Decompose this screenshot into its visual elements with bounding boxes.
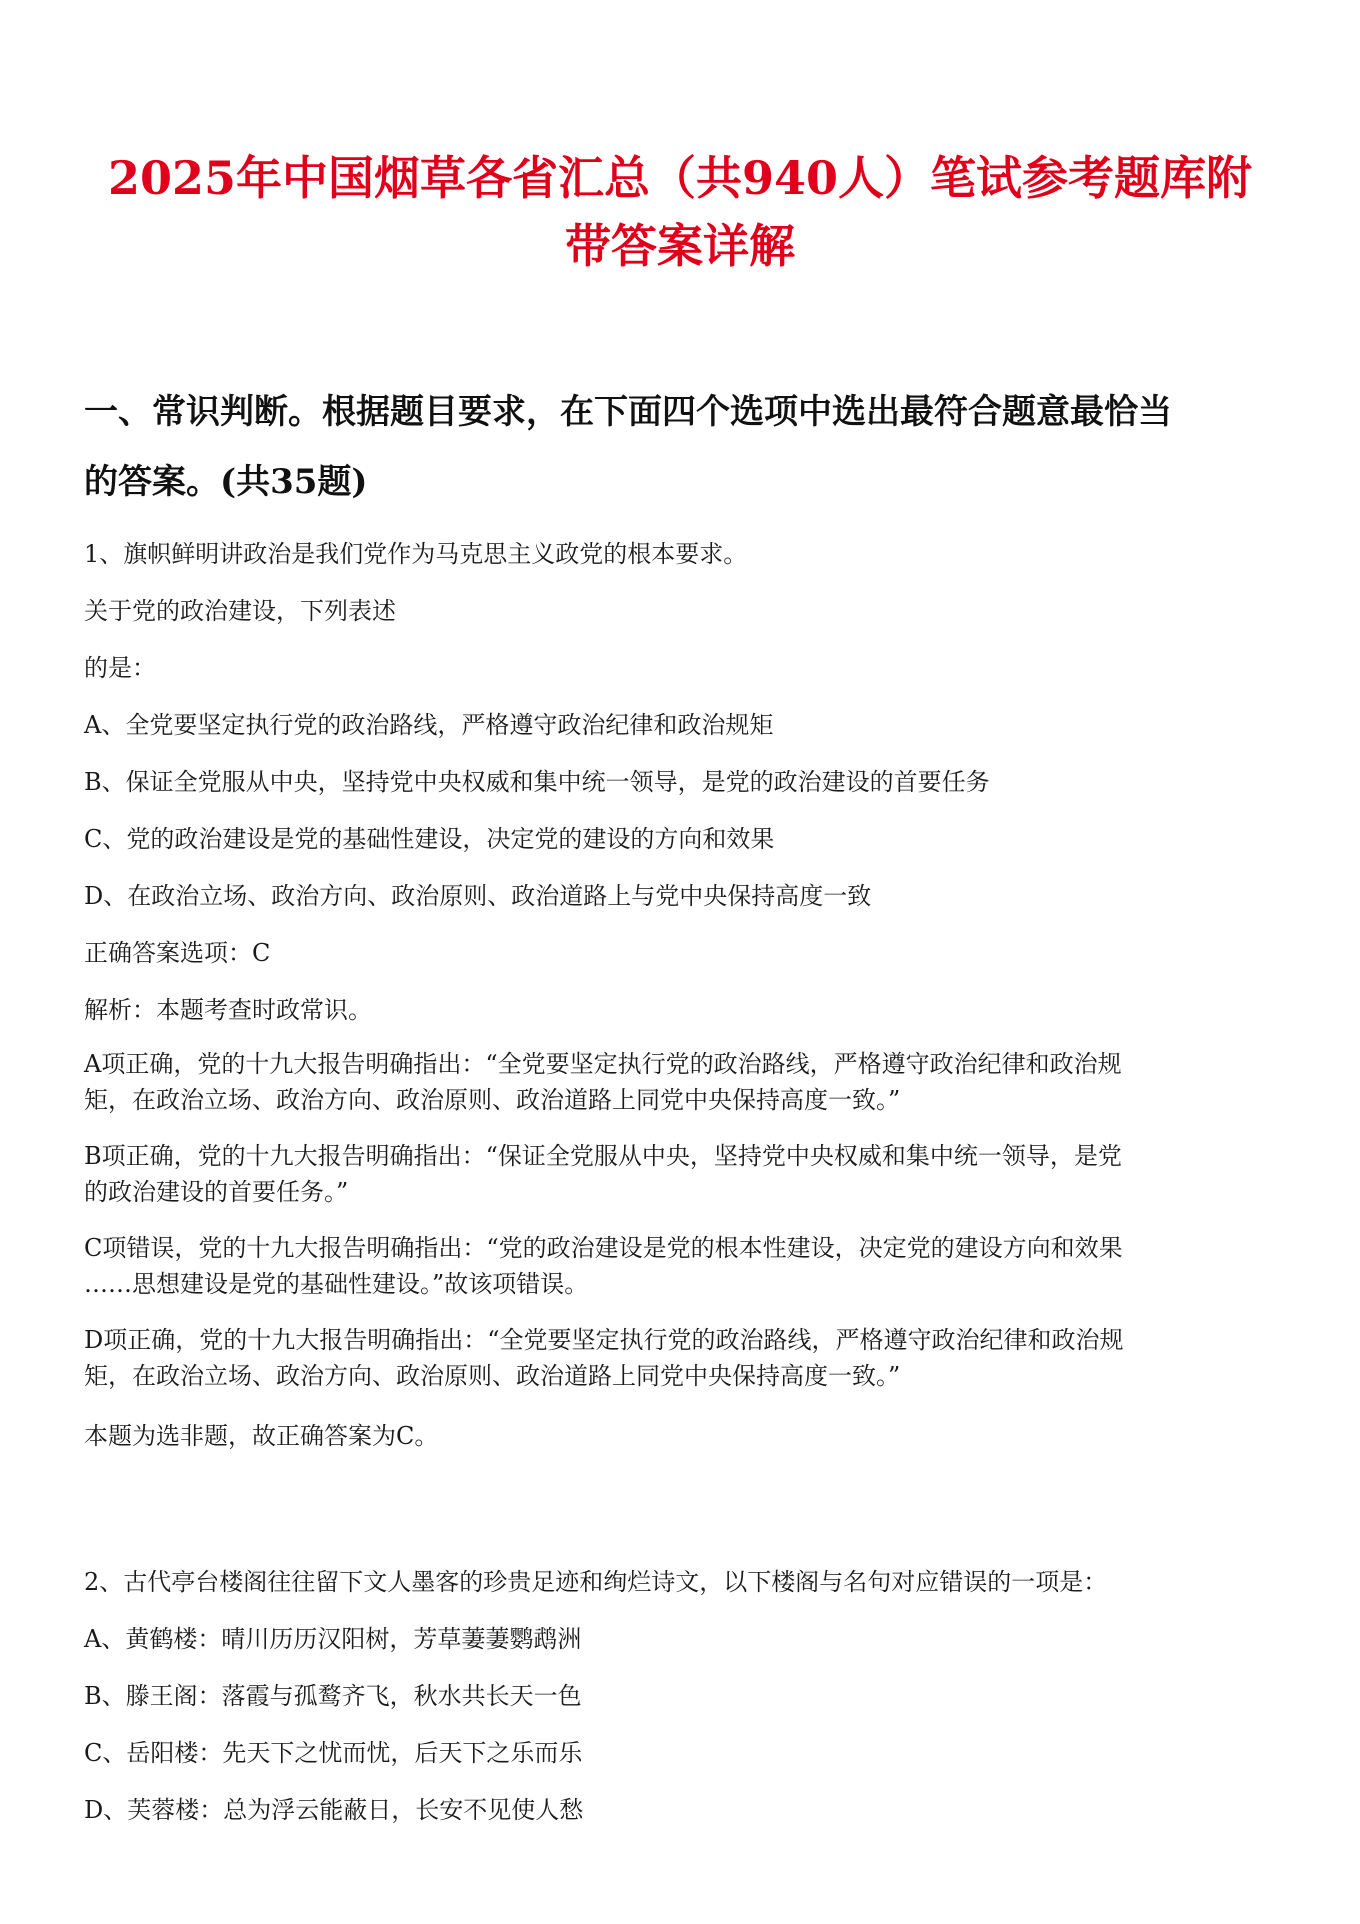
question1-option-a: A、全党要坚定执行党的政治路线，严格遵守政治纪律和政治规矩 — [84, 711, 774, 739]
explanation-d-line2: 矩，在政治立场、政治方向、政治原则、政治道路上同党中央保持高度一致。” — [84, 1362, 901, 1390]
question2-option-c: C、岳阳楼：先天下之忧而忧，后天下之乐而乐 — [84, 1739, 583, 1767]
question1-stem: 1、旗帜鲜明讲政治是我们党作为马克思主义政党的根本要求。 — [84, 540, 748, 568]
question1-explanation-d — [84, 1322, 1284, 1394]
question1-analysis-intro: 解析：本题考查时政常识。 — [84, 996, 372, 1024]
question1-explanation-b — [84, 1138, 1284, 1210]
document-title-line2: 带答案详解 — [565, 219, 795, 273]
question1-answer: 正确答案选项：C — [84, 939, 271, 967]
question2-option-d: D、芙蓉楼：总为浮云能蔽日，长安不见使人愁 — [84, 1796, 584, 1824]
explanation-d-line1: D项正确，党的十九大报告明确指出：“全党要坚定执行党的政治路线，严格遵守政治纪律和政治规 — [84, 1326, 1124, 1354]
question1-explanation-c — [84, 1230, 1284, 1302]
question2-stem: 2、古代亭台楼阁往往留下文人墨客的珍贵足迹和绚烂诗文，以下楼阁与名句对应错误的一项是： — [84, 1568, 1108, 1596]
question1-stem-line3: 的是： — [84, 654, 156, 682]
explanation-b-line1: B项正确，党的十九大报告明确指出：“保证全党服从中央，坚持党中央权威和集中统一领导，是党 — [84, 1142, 1122, 1170]
explanation-c-line2: ……思想建设是党的基础性建设。”故该项错误。 — [84, 1270, 589, 1298]
section-heading-line1: 一、常识判断。根据题目要求，在下面四个选项中选出最符合题意最恰当 — [84, 392, 1172, 432]
question1-stem-line2: 关于党的政治建设，下列表述 — [84, 597, 396, 625]
question1-option-d: D、在政治立场、政治方向、政治原则、政治道路上与党中央保持高度一致 — [84, 882, 872, 910]
explanation-a-line2: 矩，在政治立场、政治方向、政治原则、政治道路上同党中央保持高度一致。” — [84, 1086, 901, 1114]
question1-conclusion: 本题为选非题，故正确答案为C。 — [84, 1422, 439, 1450]
question2-option-b: B、滕王阁：落霞与孤鹜齐飞，秋水共长天一色 — [84, 1682, 582, 1710]
question2-option-a: A、黄鹤楼：晴川历历汉阳树，芳草萋萋鹦鹉洲 — [84, 1625, 582, 1653]
explanation-b-line2: 的政治建设的首要任务。” — [84, 1178, 349, 1206]
document-title-line1: 2025年中国烟草各省汇总（共940人）笔试参考题库附 — [107, 151, 1253, 205]
section-heading-line2: 的答案。(共35题) — [84, 462, 368, 502]
explanation-a-line1: A项正确，党的十九大报告明确指出：“全党要坚定执行党的政治路线，严格遵守政治纪律和政治规 — [84, 1050, 1122, 1078]
question1-option-b: B、保证全党服从中央，坚持党中央权威和集中统一领导，是党的政治建设的首要任务 — [84, 768, 990, 796]
question1-option-c: C、党的政治建设是党的基础性建设，决定党的建设的方向和效果 — [84, 825, 775, 853]
question1-explanation-a — [84, 1046, 1284, 1118]
explanation-c-line1: C项错误，党的十九大报告明确指出：“党的政治建设是党的根本性建设，决定党的建设方向和效果 — [84, 1234, 1123, 1262]
